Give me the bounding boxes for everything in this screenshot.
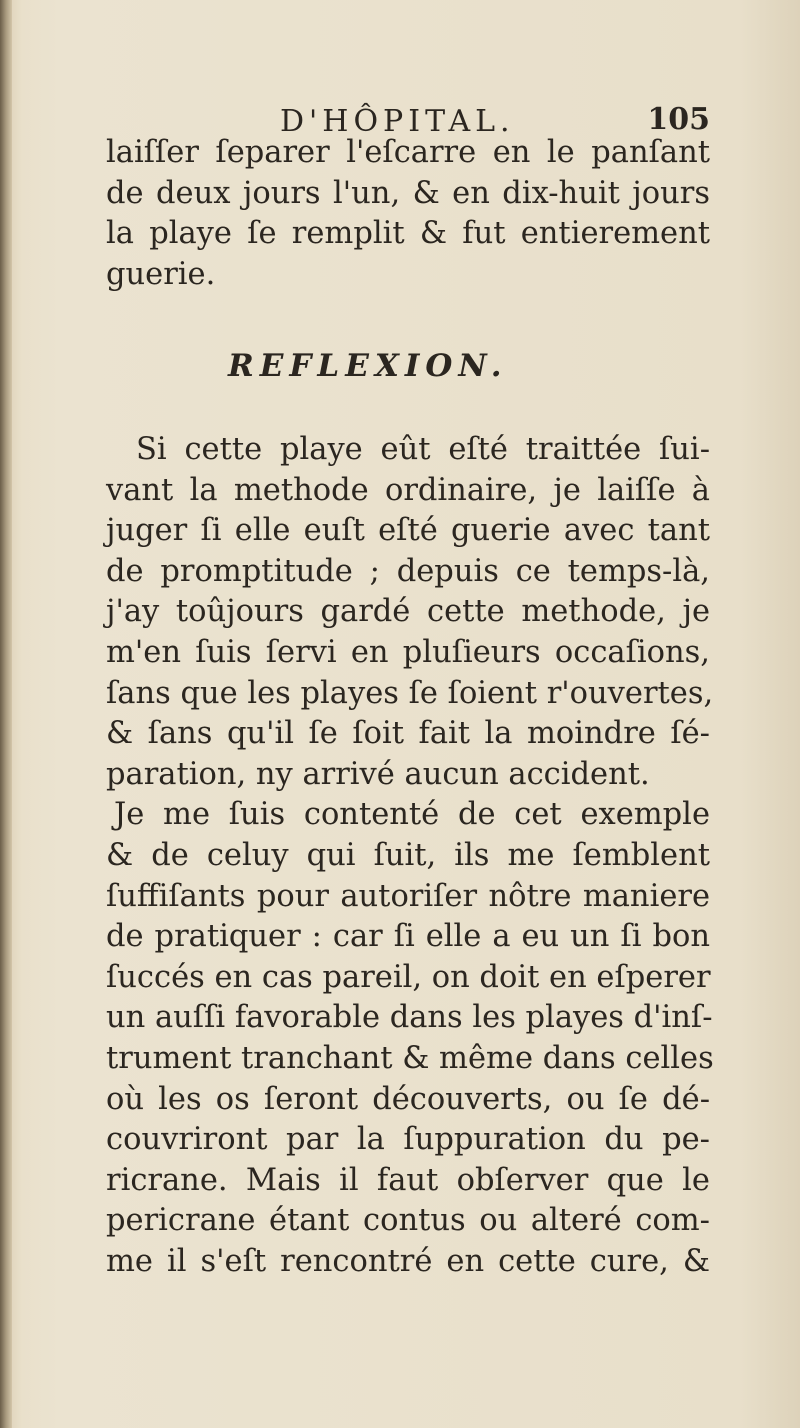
text-line: la playe ſe remplit & fut entierement (106, 216, 710, 252)
reflexion-text (106, 430, 714, 1282)
text-line: de deux jours l'un, & en dix-huit jours (106, 175, 710, 211)
running-head: D'HÔPITAL. (280, 104, 515, 139)
text-line: de pratiquer : car ſi elle a eu un ſi bon (106, 919, 710, 955)
text-line: j'ay toûjours gardé cette methode, je (106, 594, 710, 630)
text-line: paration, ny arrivé aucun accident. (106, 756, 650, 792)
text-line: ſans que les playes ſe ſoient r'ouvertes, (106, 675, 714, 711)
text-line: ſuccés en cas pareil, on doit en eſperer (106, 959, 711, 995)
book-binding-edge (0, 0, 12, 1428)
text-line: ſuffiſants pour autoriſer nôtre maniere (106, 878, 710, 914)
text-line: & de celuy qui ſuit, ils me ſemblent (106, 837, 710, 873)
text-line: ricrane. Mais il faut obſerver que le (106, 1162, 710, 1198)
text-line: Je me ſuis contenté de cet exemple (114, 797, 710, 833)
opening-paragraph (106, 133, 710, 295)
text-line: juger ſi elle euſt eſté guerie avec tant (106, 513, 710, 549)
text-line: un auſſi favorable dans les playes d'inſ- (106, 1000, 713, 1036)
section-heading: REFLEXION. (228, 348, 508, 384)
page-number: 105 (647, 102, 710, 137)
text-line: me il s'eſt rencontré en cette cure, & (106, 1243, 710, 1279)
text-line: laiſſer ſeparer l'eſcarre en le panſant (106, 135, 710, 170)
text-line: pericrane étant contus ou alteré com- (106, 1203, 710, 1239)
text-line: couvriront par la ſuppuration du pe- (106, 1122, 710, 1158)
text-line: m'en ſuis ſervi en pluſieurs occaſions, (106, 634, 710, 670)
text-line: guerie. (106, 256, 216, 292)
text-line: trument tranchant & même dans celles (106, 1040, 714, 1076)
text-line: vant la methode ordinaire, je laiſſe à (106, 472, 710, 508)
text-line: & ſans qu'il ſe ſoit fait la moindre ſé- (106, 716, 710, 752)
text-line: où les os ſeront découverts, ou ſe dé- (106, 1081, 710, 1117)
text-line: de promptitude ; depuis ce temps-là, (106, 553, 710, 589)
text-line: Si cette playe eût eſté traittée ſui- (136, 432, 710, 467)
